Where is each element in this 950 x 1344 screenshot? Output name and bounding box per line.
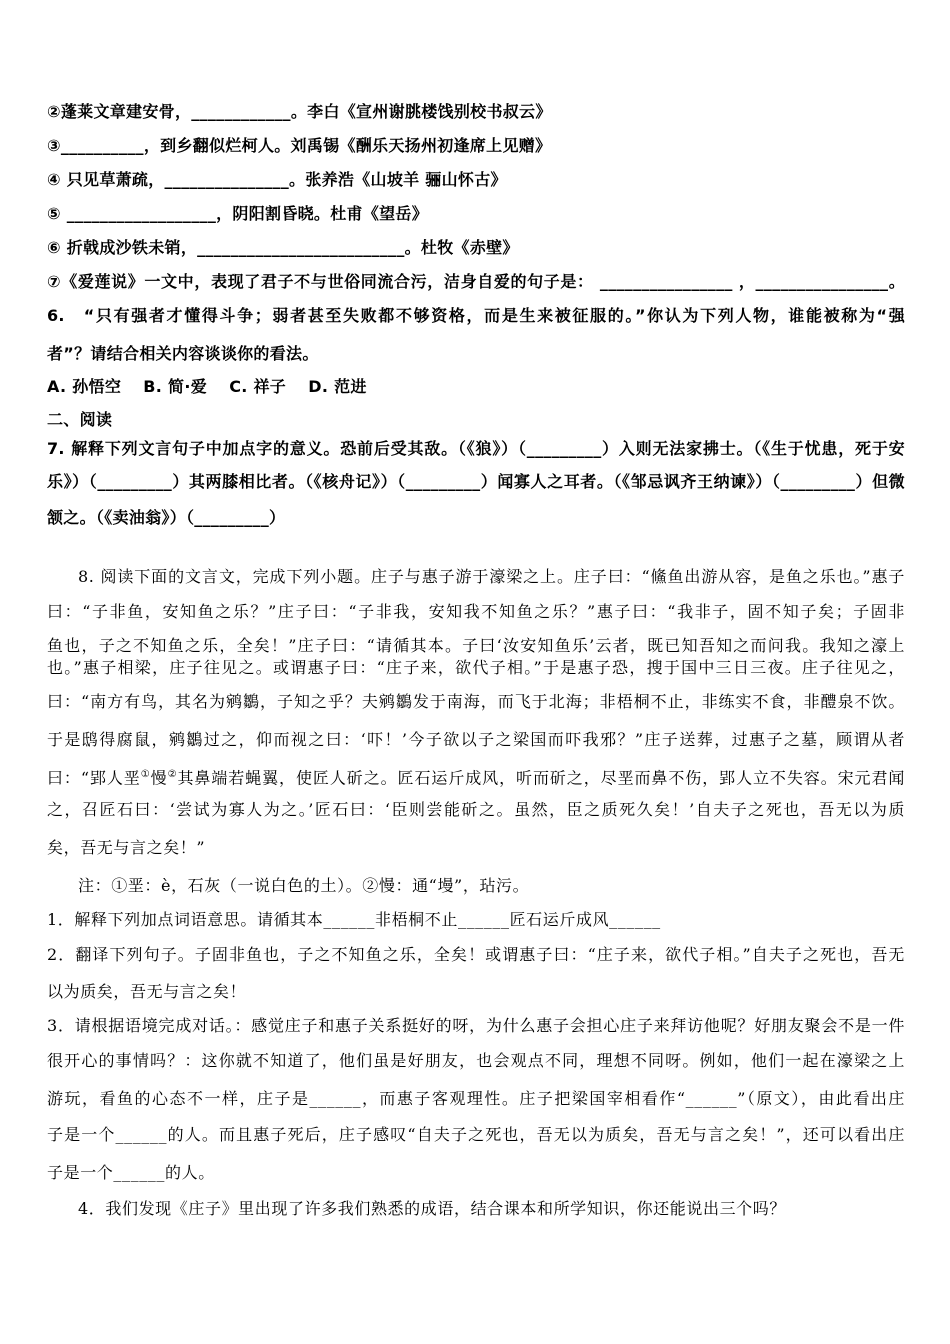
fill-blank-4: ④ 只见草萧疏，_______________。张养浩《山坡羊 骊山怀古》	[47, 170, 507, 189]
subquestion-3-line4: 子是一个______的人。而且惠子死后，庄子感叹“自夫子之死也，吾无以为质矣，吾无与言之矣！”，还可以看出庄	[47, 1125, 905, 1144]
subquestion-3-line5: 子是一个______的人。	[47, 1163, 215, 1182]
question-6-line2: 者”？请结合相关内容谈谈你的看法。	[47, 344, 319, 363]
footnote-marker: ①	[140, 769, 151, 780]
passage-line: 矣，吾无与言之矣！”	[47, 838, 206, 857]
footnote-marker: ②	[167, 769, 178, 780]
passage-line: 于是鸱得腐鼠，鹓鶵过之，仰而视之曰：‘吓！’今子欲以子之梁国而吓我邪？”庄子送葬，过惠子之墓，顾谓从者	[47, 730, 905, 749]
passage-line: 鱼也，子之不知鱼之乐，全矣！”庄子曰：“请循其本。子曰‘汝安知鱼乐’云者，既已知吾知之而问我。我知之濠上	[47, 636, 905, 655]
question-7-line3: 颔之。（《卖油翁》）（_________）	[47, 508, 286, 527]
question-6-options: A. 孙悟空 B. 简·爱 C. 祥子 D. 范进	[47, 377, 367, 396]
section-heading-reading: 二、阅读	[47, 410, 113, 429]
passage-line	[47, 764, 905, 789]
subquestion-2-line1: 2．翻译下列句子。子固非鱼也，子之不知鱼之乐，全矣！或谓惠子曰：“庄子来，欲代子相。”自夫子之死也，吾无	[47, 945, 905, 964]
passage-line: 曰：“南方有鸟，其名为鹓鶵，子知之乎？夫鹓鶵发于南海，而飞于北海；非梧桐不止，非练实不食，非醴泉不饮。	[47, 692, 905, 711]
passage-text: 曰：“郢人垩	[47, 768, 141, 788]
fill-blank-6: ⑥ 折戟成沙铁未销，_________________________。杜牧《赤壁》	[47, 238, 519, 257]
passage-line: 之，召匠石曰：‘尝试为寡人为之。’匠石曰：‘臣则尝能斫之。虽然，臣之质死久矣！’自夫子之死也，吾无以为质	[47, 800, 905, 819]
subquestion-3-line3: 游玩，看鱼的心态不一样，庄子是______，而惠子客观理性。庄子把梁国宰相看作“______”（原文），由此看出庄	[47, 1089, 905, 1108]
fill-blank-2: ②蓬莱文章建安骨，____________。李白《宣州谢朓楼饯别校书叔云》	[47, 102, 552, 121]
question-6-line1: 6. “只有强者才懂得斗争；弱者甚至失败都不够资格，而是生来被征服的。”你认为下列人物，谁能被称为“强	[47, 306, 905, 325]
subquestion-3-line1: 3．请根据语境完成对话。：感觉庄子和惠子关系挺好的呀，为什么惠子会担心庄子来拜访他呢？好朋友聚会不是一件	[47, 1016, 905, 1035]
passage-line: 8. 阅读下面的文言文，完成下列小题。庄子与惠子游于濠梁之上。庄子曰：“鯈鱼出游从容，是鱼之乐也。”惠子	[78, 567, 905, 586]
subquestion-1: 1．解释下列加点词语意思。请循其本______非梧桐不止______匠石运斤成风______	[47, 910, 661, 929]
passage-text: 慢	[150, 768, 168, 788]
passage-line: 也。”惠子相梁，庄子往见之。或谓惠子曰：“庄子来，欲代子相。”于是惠子恐，搜于国中三日三夜。庄子往见之，	[47, 658, 905, 677]
subquestion-3-line2: 很开心的事情吗？：这你就不知道了，他们虽是好朋友，也会观点不同，理想不同呀。例如，他们一起在濠梁之上	[47, 1051, 905, 1070]
fill-blank-5: ⑤ __________________，阴阳割昏晓。杜甫《望岳》	[47, 204, 429, 223]
passage-line: 曰：“子非鱼，安知鱼之乐？”庄子曰：“子非我，安知我不知鱼之乐？”惠子曰：“我非子，固不知子矣；子固非	[47, 602, 905, 621]
question-7-line1: 7. 解释下列文言句子中加点字的意义。恐前后受其敌。（《狼》）（_________）入则无法家拂士。（《生于忧患，死于安	[47, 439, 905, 458]
passage-text: 其鼻端若蝇翼，使匠人斫之。匠石运斤成风，听而斫之，尽垩而鼻不伤，郢人立不失容。宋元君闻	[177, 768, 906, 788]
subquestion-4: 4．我们发现《庄子》里出现了许多我们熟悉的成语，结合课本和所学知识，你还能说出三个吗？	[78, 1199, 786, 1218]
fill-blank-7: ⑦《爱莲说》一文中，表现了君子不与世俗同流合污，洁身自爱的句子是： ________________ ，________________。	[47, 272, 905, 291]
passage-note: 注：①垩：è，石灰（一说白色的土）。②慢：通“墁”，玷污。	[78, 876, 530, 895]
question-7-line2: 乐》）（_________）其两膝相比者。（《核舟记》）（_________）闻寡人之耳者。（《邹忌讽齐王纳谏》）（_________）但微	[47, 472, 905, 491]
subquestion-2-line2: 以为质矣，吾无与言之矣！	[47, 982, 247, 1001]
fill-blank-3: ③__________，到乡翻似烂柯人。刘禹锡《酬乐天扬州初逢席上见赠》	[47, 136, 552, 155]
